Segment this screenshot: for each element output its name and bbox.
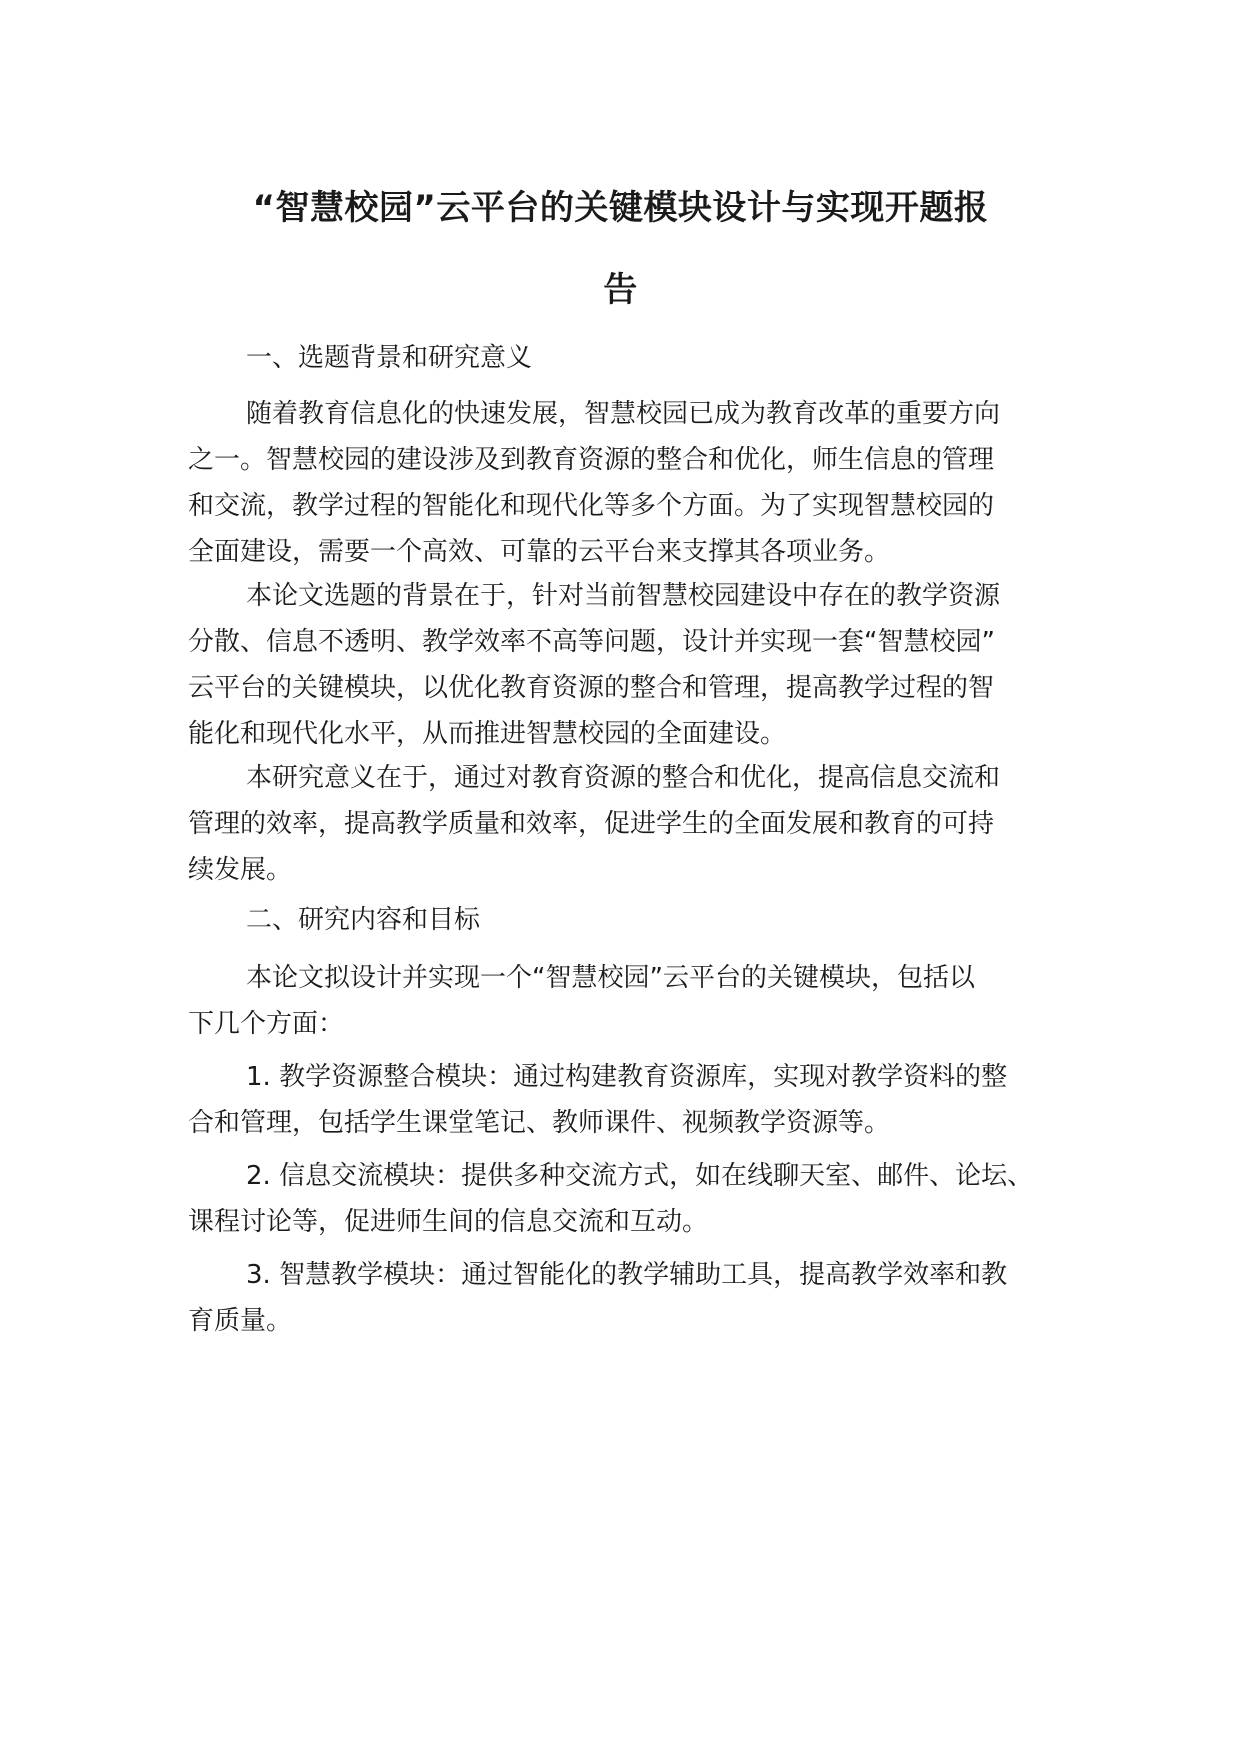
paragraph-line: 和交流，教学过程的智能化和现代化等多个方面。为了实现智慧校园的 — [188, 491, 995, 521]
list-item-line: 2. 信息交流模块：提供多种交流方式，如在线聊天室、邮件、论坛、 — [246, 1161, 1034, 1191]
list-item-line: 1. 教学资源整合模块：通过构建教育资源库，实现对教学资料的整 — [246, 1062, 1008, 1092]
paragraph-line: 随着教育信息化的快速发展，智慧校园已成为教育改革的重要方向 — [246, 399, 1001, 429]
paragraph-line: 本论文拟设计并实现一个“智慧校园”云平台的关键模块，包括以 — [246, 963, 975, 993]
document-title-line-2: 告 — [603, 270, 638, 310]
section-heading-background — [188, 335, 1068, 381]
list-item-teaching-module — [188, 1252, 1068, 1344]
paragraph-line: 管理的效率，提高教学质量和效率，促进学生的全面发展和教育的可持 — [188, 809, 995, 839]
paragraph-line: 本论文选题的背景在于，针对当前智慧校园建设中存在的教学资源 — [246, 581, 1001, 611]
paragraph-content-intro — [188, 955, 1068, 1047]
paragraph-line: 云平台的关键模块，以优化教育资源的整合和管理，提高教学过程的智 — [188, 673, 995, 703]
paragraph-line: 能化和现代化水平，从而推进智慧校园的全面建设。 — [188, 719, 787, 749]
paragraph-line: 下几个方面： — [188, 1009, 345, 1039]
paragraph-line: 全面建设，需要一个高效、可靠的云平台来支撑其各项业务。 — [188, 537, 891, 567]
section-heading-text: 二、研究内容和目标 — [246, 905, 481, 935]
list-item-line: 3. 智慧教学模块：通过智能化的教学辅助工具，提高教学效率和教 — [246, 1260, 1008, 1290]
list-item-communication-module — [188, 1153, 1068, 1245]
section-heading-content — [188, 897, 1068, 943]
list-item-line: 课程讨论等，促进师生间的信息交流和互动。 — [188, 1207, 709, 1237]
paragraph-line: 续发展。 — [188, 855, 293, 885]
paragraph-background — [188, 391, 1068, 575]
list-item-line: 育质量。 — [188, 1306, 293, 1336]
paragraph-topic — [188, 573, 1068, 757]
paragraph-line: 之一。智慧校园的建设涉及到教育资源的整合和优化，师生信息的管理 — [188, 445, 995, 475]
list-item-resource-module — [188, 1054, 1068, 1146]
paragraph-line: 分散、信息不透明、教学效率不高等问题，设计并实现一套“智慧校园” — [188, 627, 995, 657]
section-heading-text: 一、选题背景和研究意义 — [246, 343, 533, 373]
list-item-line: 合和管理，包括学生课堂笔记、教师课件、视频教学资源等。 — [188, 1108, 891, 1138]
paragraph-line: 本研究意义在于，通过对教育资源的整合和优化，提高信息交流和 — [246, 763, 1001, 793]
paragraph-significance — [188, 755, 1068, 893]
document-title-line-1: “智慧校园”云平台的关键模块设计与实现开题报 — [252, 188, 989, 228]
